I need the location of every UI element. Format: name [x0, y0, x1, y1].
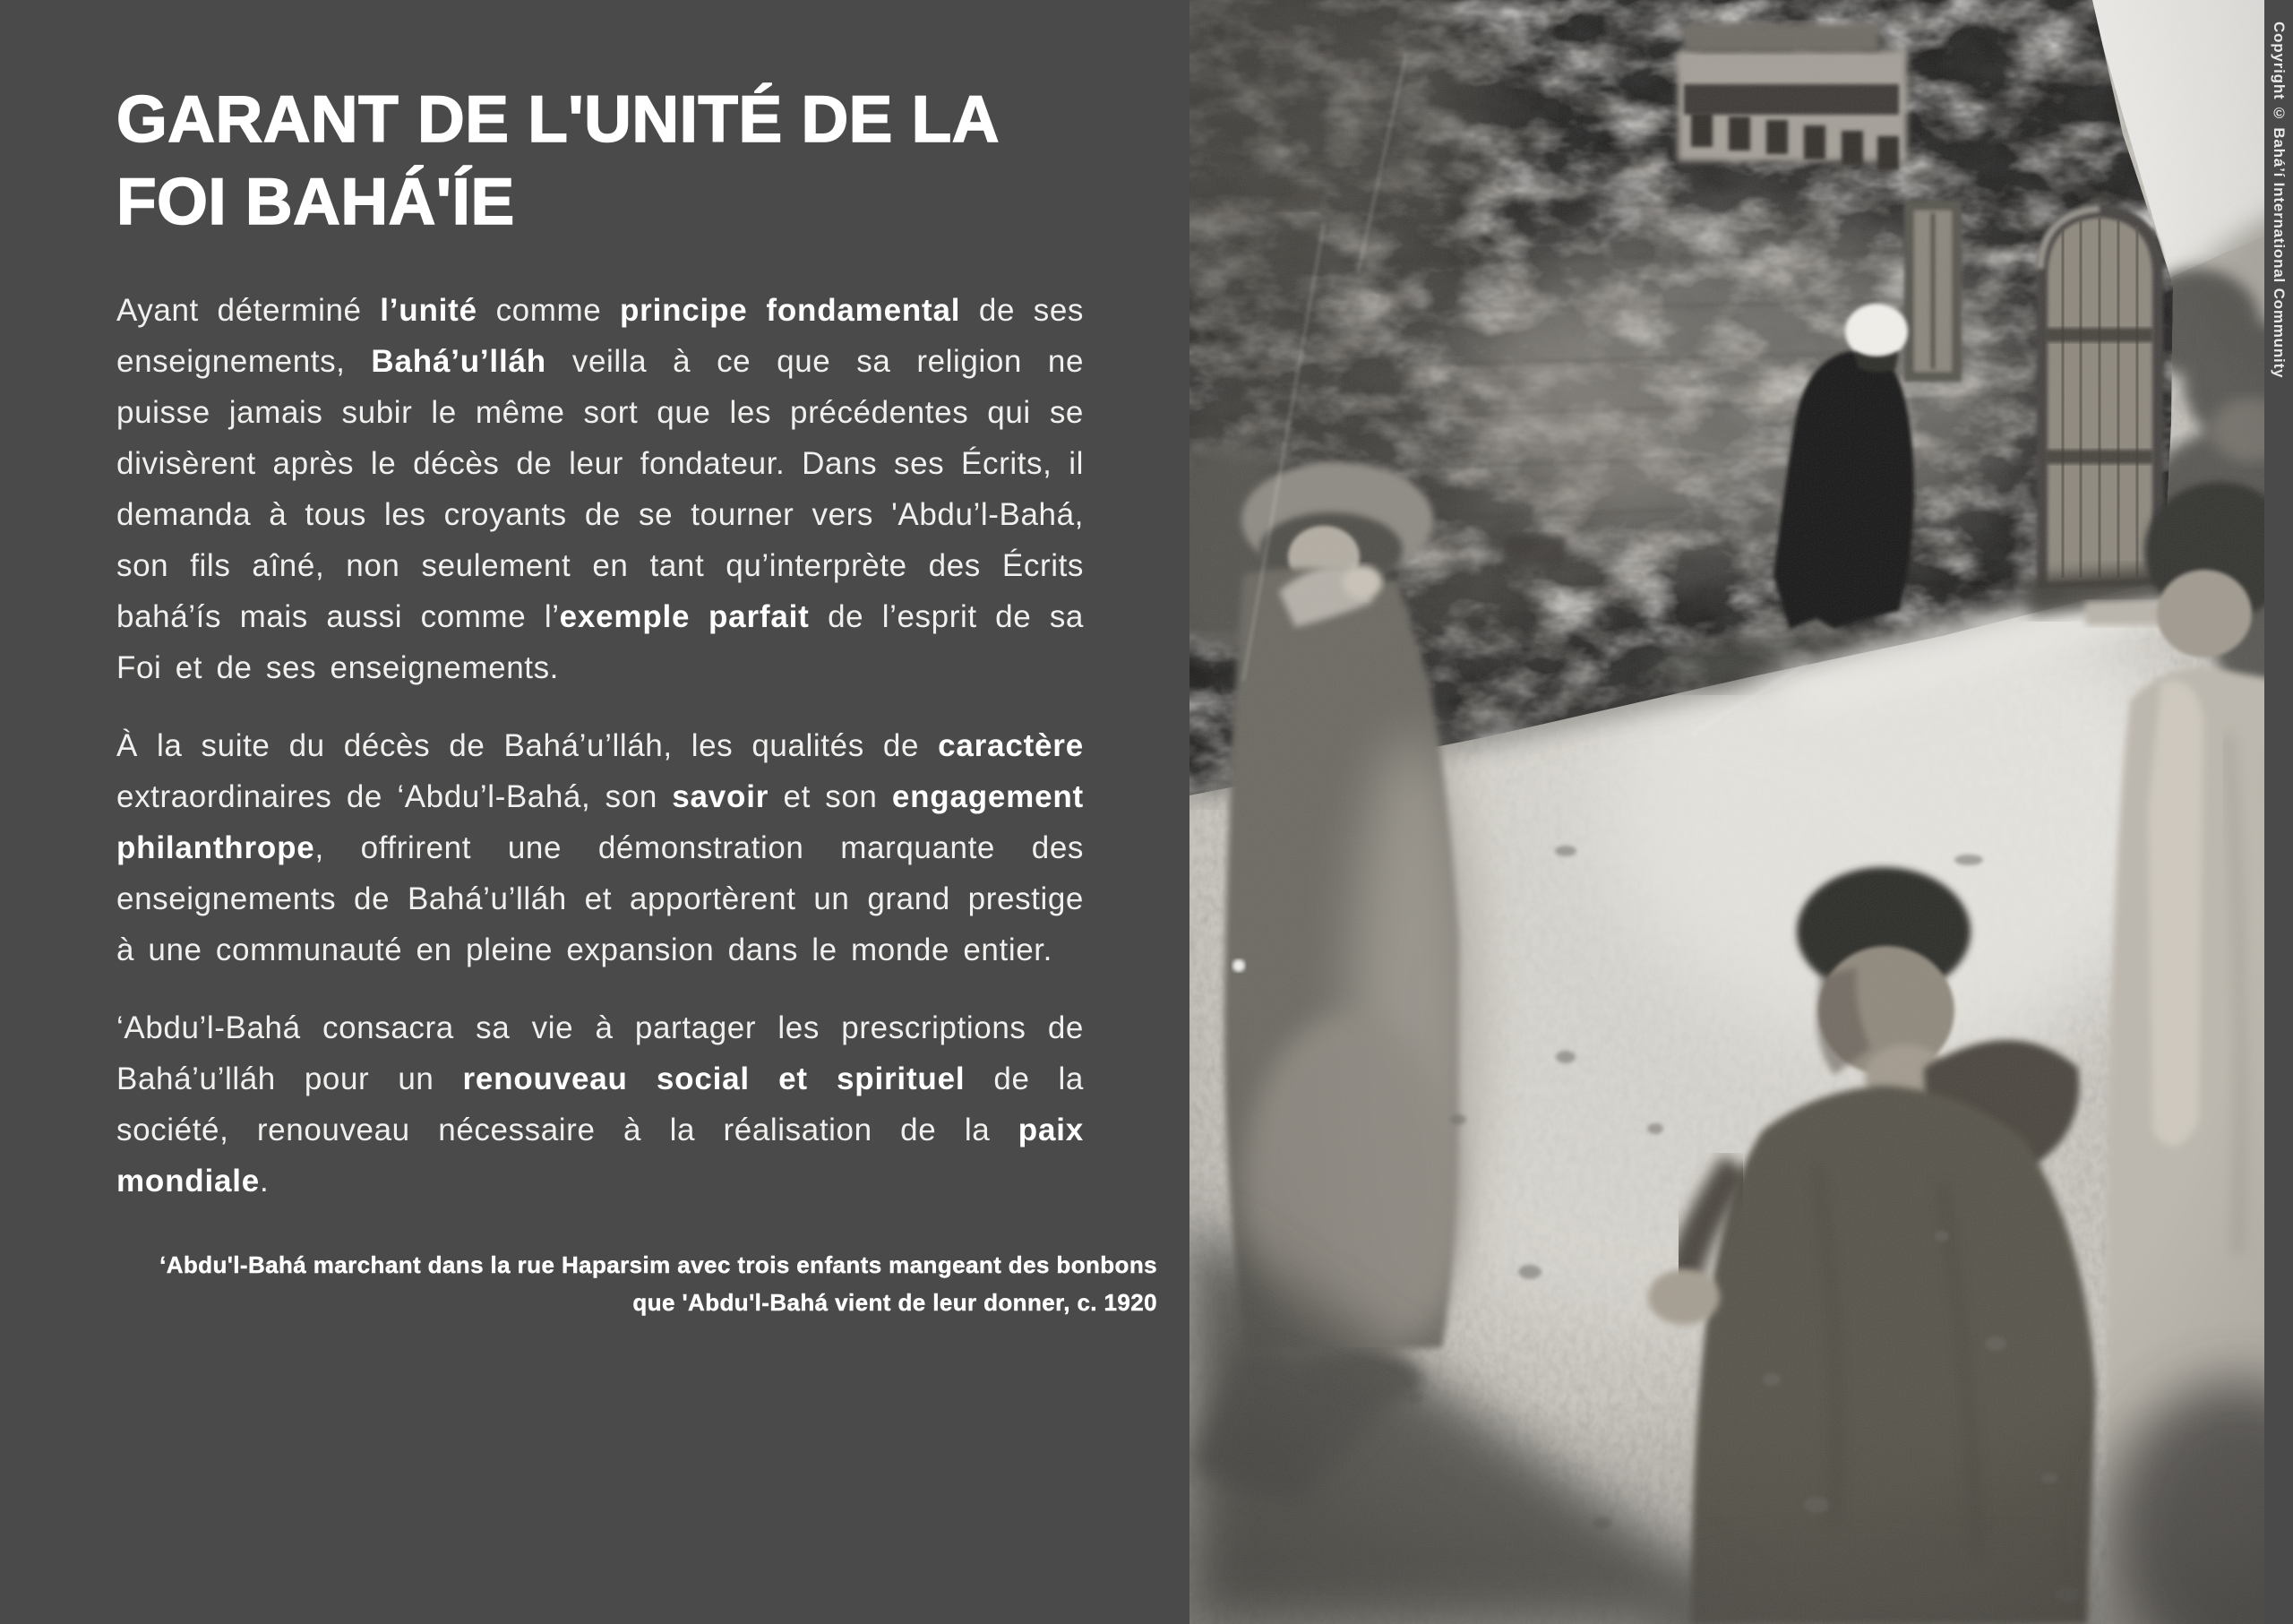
copyright-strip	[2264, 0, 2293, 1624]
body-text	[116, 285, 1084, 1207]
body-paragraph: ‘Abdu’l-Bahá consacra sa vie à partager les prescriptions de Bahá’u’lláh pour un renouveau social et spirituel de la société, renouveau nécessaire à la réalisation de la paix mondiale.	[116, 1010, 1084, 1199]
body-paragraph: Ayant déterminé l’unité comme principe fondamental de ses enseignements, Bahá’u’lláh veilla à ce que sa religion ne puisse jamais subir le même sort que les précédentes qui se divisèrent après le décès de leur fondateur. Dans ses Écrits, il demanda à tous les croyants de se tourner vers 'Abdu’l-Bahá, son fils aîné, non seulement en tant qu’interprète des Écrits bahá’ís mais aussi comme l’exemple parfait de l’esprit de sa Foi et de ses enseignements.	[116, 293, 1085, 685]
page-title	[116, 79, 1084, 244]
copyright-text: Copyright © Bahá’í International Community	[2271, 21, 2288, 379]
title-line-1: GARANT DE L'UNITÉ DE LA	[116, 83, 1000, 156]
photo-caption: ‘Abdu'l-Bahá marchant dans la rue Haparsim avec trois enfants mangeant des bonbons que 'Abdu'l-Bahá vient de leur donner, c. 1920	[159, 1251, 1157, 1316]
title-line-2: FOI BAHÁ'ÍE	[116, 166, 515, 238]
photo-region	[1189, 0, 2293, 1624]
body-paragraph: À la suite du décès de Bahá’u’lláh, les qualités de caractère extraordinaires de ‘Abdu’l-Bahá, son savoir et son engagement philanthrope, offrirent une démonstration marquante des enseignements de Bahá’u’lláh et apportèrent un grand prestige à une communauté en pleine expansion dans le monde entier.	[116, 728, 1084, 967]
street-photo-illustration	[1189, 0, 2293, 1624]
